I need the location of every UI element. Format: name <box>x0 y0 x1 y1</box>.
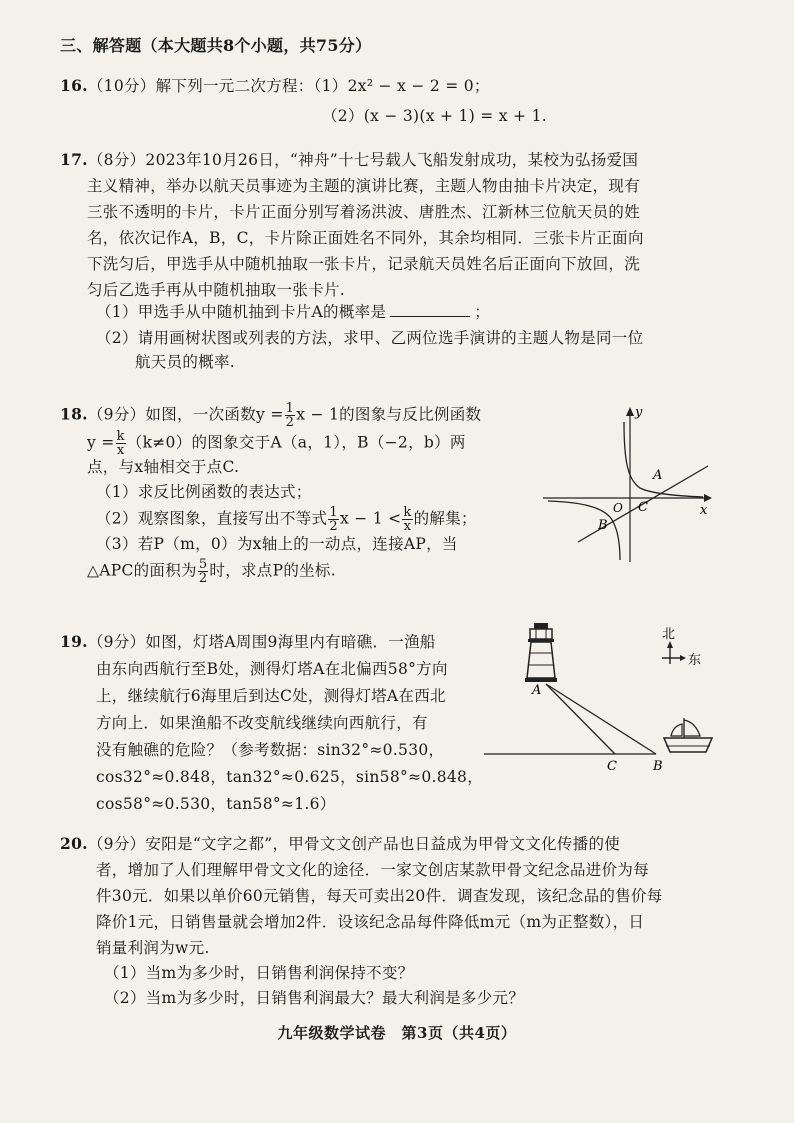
origin-label: O <box>613 501 623 515</box>
fraction <box>328 506 339 533</box>
fraction-denominator: 2 <box>285 415 295 430</box>
question-17-sub-1-end: ； <box>474 303 491 321</box>
fraction-numerator: 1 <box>329 505 338 520</box>
x-axis-arrow-icon <box>704 494 712 502</box>
question-17-line-1 <box>60 150 638 170</box>
question-18-text-2b: （k≠0）的图象交于A（a，1），B（−2，b）两 <box>126 433 466 452</box>
question-16-text: （10分）解下列一元二次方程：（1）2x² − x − 2 = 0； <box>87 77 490 95</box>
question-18-sub-2a: （2）观察图象，直接写出不等式 <box>96 509 328 528</box>
question-19-line-1 <box>60 632 436 652</box>
point-c-label: C <box>607 759 617 774</box>
question-19-text-6: cos32°≈0.848，tan32°≈0.625，sin58°≈0.848， <box>96 768 484 786</box>
question-17-sub-2-line-1: （2）请用画树状图或列表的方法，求甲、乙两位选手演讲的主题人物是同一位 <box>96 329 644 347</box>
compass-icon <box>662 641 686 664</box>
section-title: 三、解答题（本大题共8个小题，共75分） <box>60 36 372 55</box>
y-axis-arrow-icon <box>626 407 634 416</box>
question-18-number: 18. <box>60 404 88 424</box>
fraction-denominator: 2 <box>198 571 208 586</box>
fraction <box>116 430 126 457</box>
fraction-denominator: x <box>116 443 125 458</box>
question-17-text-5: 下洗匀后，甲选手从中随机抽取一张卡片，记录航天员姓名后正面向下放回，洗 <box>87 255 641 273</box>
fraction-numerator: k <box>403 505 412 520</box>
hyperbola-branch-2 <box>548 501 620 560</box>
question-17-text-2: 主义精神，举办以航天员事迹为主题的演讲比赛，主题人物由抽卡片决定，现有 <box>87 177 641 195</box>
fraction-numerator: 5 <box>198 557 208 572</box>
question-18-sub-2c: 的解集； <box>413 509 477 528</box>
question-17-sub-1-text: （1）甲选手从中随机抽到卡片A的概率是 <box>96 303 387 321</box>
point-b-label: B <box>653 759 663 774</box>
question-18-sub-2 <box>96 506 477 533</box>
question-18-sub-3a: △APC的面积为 <box>87 561 197 580</box>
question-17-text-3: 三张不透明的卡片，卡片正面分别写着汤洪波、唐胜杰、江新林三位航天员的姓 <box>87 203 641 221</box>
question-17-text-6: 匀后乙选手再从中随机抽取一张卡片. <box>87 281 346 299</box>
question-16-line-2: （2）(x − 3)(x + 1) = x + 1. <box>322 107 547 125</box>
question-17-number: 17. <box>60 150 88 169</box>
y-axis-label: y <box>635 405 643 420</box>
point-a-label: A <box>532 683 542 698</box>
question-20-text-1: （9分）安阳是“文字之都”，甲骨文文创产品也日益成为甲骨文文化传播的使 <box>87 835 621 853</box>
x-axis-label: x <box>700 503 708 518</box>
question-18-text-1a: （9分）如图，一次函数y = <box>87 405 284 424</box>
question-17-text-4: 名，依次记作A，B，C，卡片除正面姓名不同外，其余均相同．三张卡片正面向 <box>87 229 644 247</box>
question-19-text-5: 没有触礁的危险？（参考数据：sin32°≈0.530， <box>96 741 445 759</box>
question-20-text-2: 者，增加了人们理解甲骨文文化的途径．一家文创店某款甲骨文纪念品进价为每 <box>96 861 650 879</box>
question-18-sub-1: （1）求反比例函数的表达式； <box>96 483 312 501</box>
fraction-denominator: 2 <box>329 519 338 534</box>
question-18-sub-2b: x − 1 < <box>339 509 402 528</box>
question-18-text-2a: y = <box>87 433 115 452</box>
question-20-text-3: 件30元．如果以单价60元销售，每天可卖出20件．调查发现，该纪念品的售价每 <box>96 887 663 905</box>
answer-blank[interactable] <box>390 302 470 317</box>
question-20-text-5: 销量利润为w元. <box>96 939 210 957</box>
question-16-number: 16. <box>60 76 88 95</box>
page-footer: 九年级数学试卷 第3页（共4页） <box>277 1024 517 1042</box>
fraction <box>198 558 209 585</box>
question-18-sub-3-line-1: （3）若P（m，0）为x轴上的一动点，连接AP，当 <box>96 535 458 553</box>
question-17-sub-2-line-2: 航天员的概率. <box>135 353 236 371</box>
lighthouse-figure <box>484 620 720 778</box>
line-ac <box>546 684 615 754</box>
line-ab <box>546 684 656 754</box>
fraction <box>285 402 296 429</box>
question-18-line-2 <box>87 430 466 457</box>
lighthouse-icon <box>525 623 557 682</box>
question-20-sub-1: （1）当m为多少时，日销售利润保持不变？ <box>104 964 414 982</box>
question-20-line-1 <box>60 834 620 854</box>
question-17-sub-1 <box>96 302 490 322</box>
point-b-label: B <box>598 518 608 533</box>
question-19-text-7: cos58°≈0.530，tan58°≈1.6） <box>96 795 336 813</box>
question-20-number: 20. <box>60 834 88 853</box>
ship-icon <box>664 718 712 752</box>
fraction-denominator: x <box>403 519 412 534</box>
hyperbola-branch-1 <box>624 422 703 497</box>
question-20-sub-2: （2）当m为多少时，日销售利润最大？最大利润是多少元？ <box>104 989 525 1007</box>
point-a-label: A <box>653 468 663 483</box>
question-19-text-2: 由东向西航行至B处，测得灯塔A在北偏西58°方向 <box>96 660 448 678</box>
question-18-text-1b: x − 1的图象与反比例函数 <box>296 405 482 424</box>
north-label: 北 <box>662 627 676 642</box>
question-17-text-1: （8分）2023年10月26日，“神舟”十七号载人飞船发射成功，某校为弘扬爱国 <box>87 151 639 169</box>
question-18-line-1 <box>60 402 481 429</box>
question-18-sub-3-line-2 <box>87 558 336 585</box>
question-16-line-1 <box>60 76 490 96</box>
question-19-number: 19. <box>60 632 88 651</box>
question-20-text-4: 降价1元，日销售量就会增加2件．设该纪念品每件降低m元（m为正整数），日 <box>96 913 645 931</box>
question-19-text-3: 上，继续航行6海里后到达C处，测得灯塔A在西北 <box>96 687 446 705</box>
east-label: 东 <box>688 653 702 668</box>
point-c-label: C <box>638 500 648 515</box>
question-18-sub-3b: 时，求点P的坐标. <box>209 561 336 580</box>
function-graph-figure <box>538 402 718 567</box>
fraction <box>402 506 412 533</box>
question-18-line-3: 点，与x轴相交于点C. <box>87 458 240 476</box>
question-19-text-4: 方向上．如果渔船不改变航线继续向西航行，有 <box>96 714 428 732</box>
fraction-numerator: 1 <box>285 401 295 416</box>
question-19-text-1: （9分）如图，灯塔A周围9海里内有暗礁．一渔船 <box>87 633 436 651</box>
fraction-numerator: k <box>116 429 125 444</box>
